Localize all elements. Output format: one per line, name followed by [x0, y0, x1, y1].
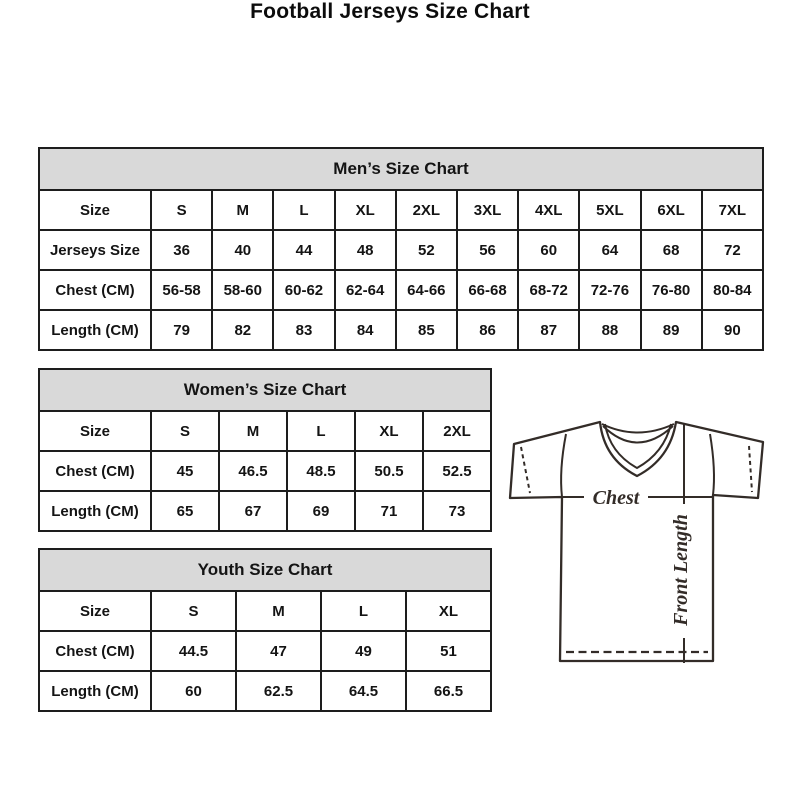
row-header: Size [39, 190, 151, 230]
table-cell: 60 [518, 230, 579, 270]
table-cell: 5XL [579, 190, 640, 230]
table-cell: L [321, 591, 406, 631]
table-title-row [39, 369, 491, 411]
table-row [39, 411, 491, 451]
table-cell: 69 [287, 491, 355, 531]
table-cell: 84 [335, 310, 396, 350]
row-header: Size [39, 411, 151, 451]
table-cell: 60-62 [273, 270, 334, 310]
table-cell: M [236, 591, 321, 631]
table-cell: 68-72 [518, 270, 579, 310]
table-cell: 50.5 [355, 451, 423, 491]
table-cell: 3XL [457, 190, 518, 230]
table-cell: M [212, 190, 273, 230]
table-title: Youth Size Chart [39, 549, 491, 591]
table-cell: 64.5 [321, 671, 406, 711]
table-cell: 64-66 [396, 270, 457, 310]
table-cell: 73 [423, 491, 491, 531]
table-cell: L [287, 411, 355, 451]
table-cell: 2XL [396, 190, 457, 230]
table-cell: M [219, 411, 287, 451]
table-row [39, 270, 763, 310]
row-header: Length (CM) [39, 671, 151, 711]
table-cell: 90 [702, 310, 763, 350]
table-cell: 83 [273, 310, 334, 350]
jersey-diagram [500, 400, 780, 690]
front-length-label: Front Length [670, 514, 692, 626]
table-cell: L [273, 190, 334, 230]
table-cell: 44 [273, 230, 334, 270]
table-cell: 58-60 [212, 270, 273, 310]
table-cell: 40 [212, 230, 273, 270]
collar-curve-1 [602, 424, 674, 433]
table-cell: 56-58 [151, 270, 212, 310]
womens-size-table [38, 368, 492, 532]
page-title: Football Jerseys Size Chart [250, 0, 530, 23]
table-cell: 72-76 [579, 270, 640, 310]
table-cell: 72 [702, 230, 763, 270]
table-cell: 6XL [641, 190, 702, 230]
table-cell: 64 [579, 230, 640, 270]
table-cell: 82 [212, 310, 273, 350]
table-cell: 62-64 [335, 270, 396, 310]
table-cell: 89 [641, 310, 702, 350]
table-cell: 66-68 [457, 270, 518, 310]
table-cell: 44.5 [151, 631, 236, 671]
table-cell: 48 [335, 230, 396, 270]
table-cell: 67 [219, 491, 287, 531]
table-cell: 56 [457, 230, 518, 270]
jersey-outline [510, 422, 763, 661]
table-row [39, 631, 491, 671]
table-cell: 80-84 [702, 270, 763, 310]
mens-size-table [38, 147, 764, 351]
table-row [39, 310, 763, 350]
table-cell: 46.5 [219, 451, 287, 491]
row-header: Jerseys Size [39, 230, 151, 270]
table-row [39, 451, 491, 491]
table-cell: 86 [457, 310, 518, 350]
table-title-row [39, 148, 763, 190]
table-cell: 85 [396, 310, 457, 350]
table-cell: 68 [641, 230, 702, 270]
table-cell: 71 [355, 491, 423, 531]
table-cell: 52 [396, 230, 457, 270]
table-cell: 2XL [423, 411, 491, 451]
row-header: Chest (CM) [39, 631, 151, 671]
table-row [39, 491, 491, 531]
table-cell: 52.5 [423, 451, 491, 491]
table-cell: 76-80 [641, 270, 702, 310]
table-cell: 7XL [702, 190, 763, 230]
table-row [39, 671, 491, 711]
table-cell: 62.5 [236, 671, 321, 711]
row-header: Size [39, 591, 151, 631]
table-cell: 49 [321, 631, 406, 671]
row-header: Length (CM) [39, 310, 151, 350]
table-title-row [39, 549, 491, 591]
table-cell: S [151, 190, 212, 230]
table-cell: 51 [406, 631, 491, 671]
table-cell: S [151, 411, 219, 451]
table-cell: S [151, 591, 236, 631]
table-cell: 65 [151, 491, 219, 531]
table-cell: XL [335, 190, 396, 230]
row-header: Length (CM) [39, 491, 151, 531]
size-table [38, 147, 764, 351]
size-table [38, 548, 492, 712]
table-cell: 66.5 [406, 671, 491, 711]
table-cell: 4XL [518, 190, 579, 230]
chest-label: Chest [592, 487, 640, 509]
table-row [39, 591, 491, 631]
table-cell: 45 [151, 451, 219, 491]
youth-size-table [38, 548, 492, 712]
row-header: Chest (CM) [39, 451, 151, 491]
table-cell: 47 [236, 631, 321, 671]
table-row [39, 190, 763, 230]
table-cell: 60 [151, 671, 236, 711]
table-cell: XL [355, 411, 423, 451]
table-cell: 36 [151, 230, 212, 270]
table-cell: 48.5 [287, 451, 355, 491]
table-cell: 79 [151, 310, 212, 350]
row-header: Chest (CM) [39, 270, 151, 310]
table-cell: 87 [518, 310, 579, 350]
table-cell: 88 [579, 310, 640, 350]
table-row [39, 230, 763, 270]
table-cell: XL [406, 591, 491, 631]
size-table [38, 368, 492, 532]
table-title: Men’s Size Chart [39, 148, 763, 190]
table-title: Women’s Size Chart [39, 369, 491, 411]
